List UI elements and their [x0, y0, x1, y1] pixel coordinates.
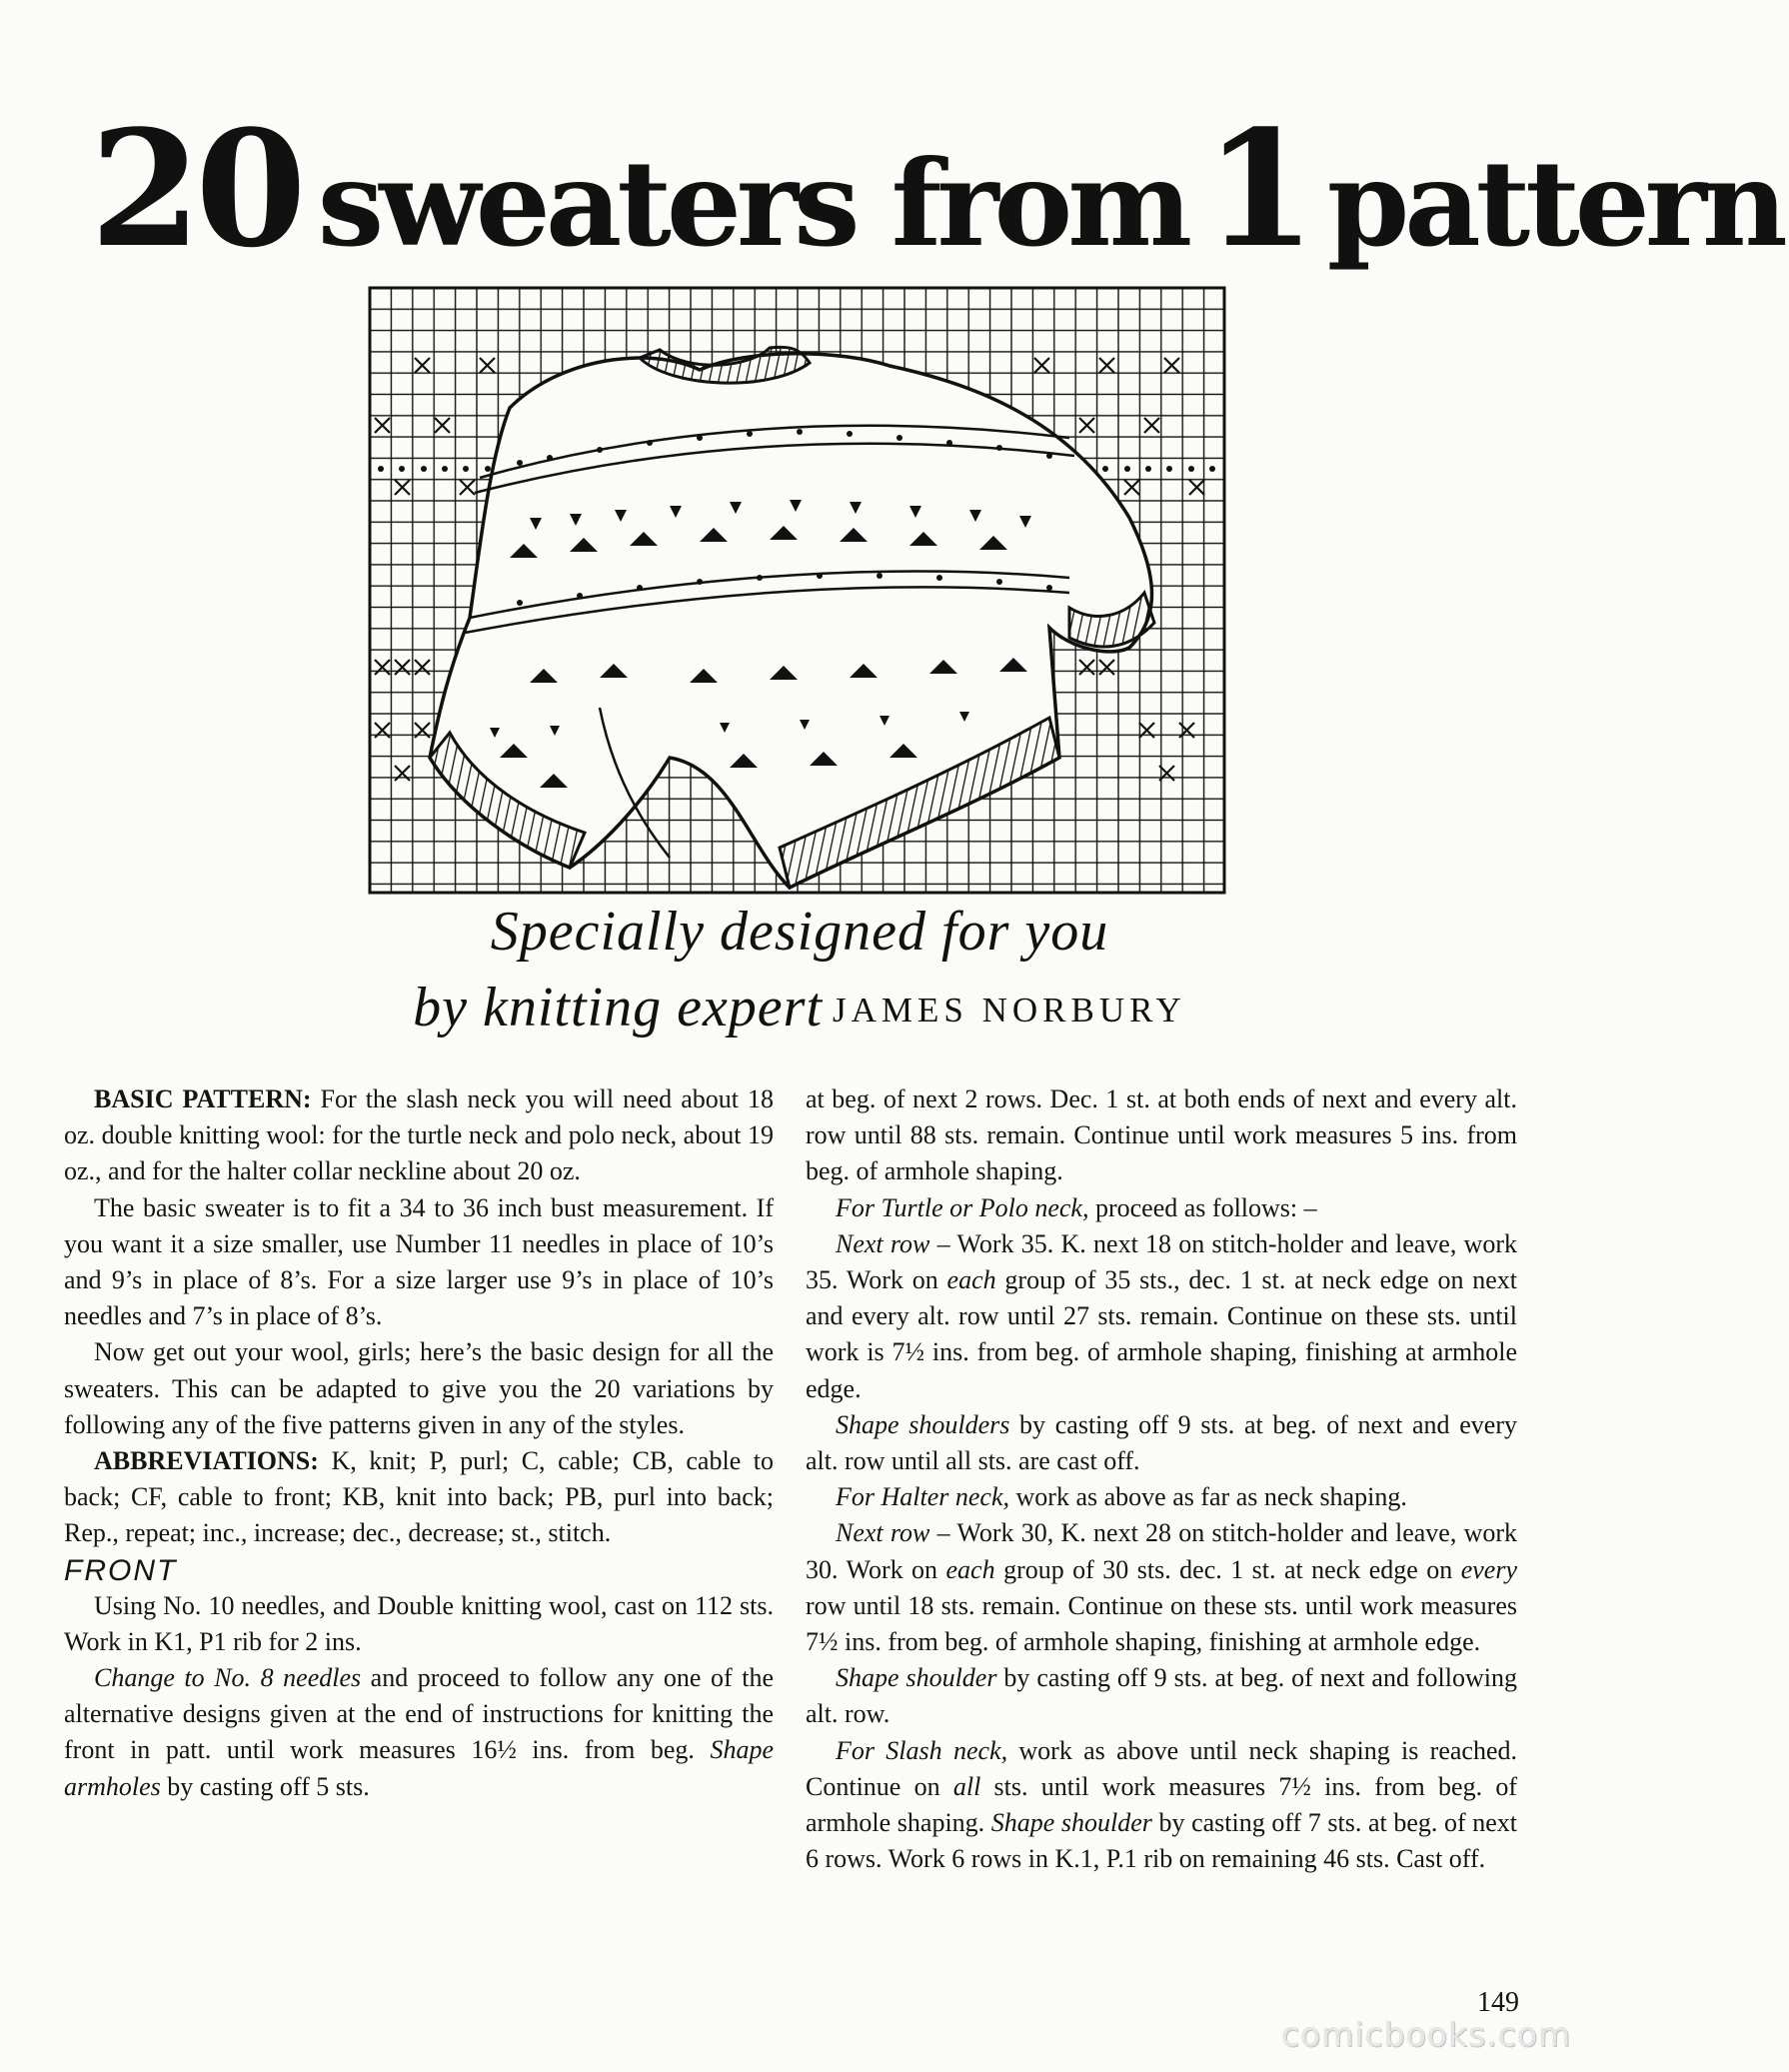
- paragraph-intro: Now get out your wool, girls; here’s the basic design for all the sweaters. This can be adapted to give you the 20 variations by following any of the five patterns given in any of the styles.: [64, 1337, 774, 1439]
- label-basic-pattern: BASIC PATTERN:: [94, 1084, 312, 1113]
- paragraph-next-row-35: Next row – Work 35. K. next 18 on stitch-holder and leave, work 35. Work on each group of 35 sts., dec. 1 st. at neck edge on next and every alt. row until 27 sts. remain. Continue on these sts. until work is 7½ ins. from beg. of armhole shaping, finishing at armhole edge.: [806, 1228, 1517, 1403]
- paragraph-halter-neck: For Halter neck, work as above as far as neck shaping.: [836, 1482, 1407, 1512]
- sweater-illustration: [370, 288, 1224, 893]
- paragraph-shape-shoulders: Shape shoulders by casting off 9 sts. at beg. of next and every alt. row until all sts. are cast off.: [806, 1409, 1517, 1476]
- title-middle: sweaters from: [317, 134, 1188, 273]
- paragraph-cast-on: Using No. 10 needles, and Double knitting wool, cast on 112 sts. Work in K1, P1 rib for 2 ins.: [64, 1590, 774, 1656]
- paragraph-change-needles: Change to No. 8 needles and proceed to follow any one of the alternative designs given at the end of instructions for knitting the front in patt. until work measures 16½ ins. from beg. Shape armholes by casting off 5 sts.: [64, 1663, 774, 1801]
- subtitle-line-1: Specially designed for you: [490, 901, 1109, 963]
- title-number: 20: [90, 95, 301, 283]
- paragraph-shape-shoulder: Shape shoulder by casting off 9 sts. at beg. of next and following alt. row.: [806, 1663, 1517, 1729]
- paragraph-next-row-30: Next row – Work 30, K. next 28 on stitch-holder and leave, work 30. Work on each group of 30 sts. dec. 1 st. at neck edge on every row until 18 sts. remain. Continue on these sts. until work measures 7½ ins. from beg. of armhole shaping, finishing at armhole edge.: [806, 1518, 1517, 1657]
- title-one: 1: [1204, 95, 1310, 283]
- paragraph-turtle-polo: For Turtle or Polo neck, proceed as follows: –: [836, 1192, 1317, 1222]
- paragraph-slash-neck: For Slash neck, work as above until neck shaping is reached. Continue on all sts. until work measures 7½ ins. from beg. of armhole shaping. Shape shoulder by casting off 7 sts. at beg. of next 6 rows. Work 6 rows in K.1, P.1 rib on remaining 46 sts. Cast off.: [806, 1735, 1517, 1874]
- left-column: [64, 1081, 774, 1805]
- author-name: JAMES NORBURY: [833, 991, 1186, 1030]
- section-heading-front: FRONT: [64, 1553, 178, 1587]
- page-title: [90, 95, 1783, 285]
- subtitle-line-2: [0, 976, 1599, 1039]
- title-last: pattern: [1326, 134, 1783, 273]
- paragraph-basic-pattern: BASIC PATTERN: For the slash neck you will need about 18 oz. double knitting wool: for the turtle neck and polo neck, about 19 oz., and for the halter collar neckline about 20 oz.: [64, 1084, 774, 1186]
- subtitle-byline: by knitting expert: [413, 977, 824, 1038]
- paragraph-armholes-cont: at beg. of next 2 rows. Dec. 1 st. at both ends of next and every alt. row until 88 sts. remain. Continue until work measures 5 ins. from beg. of armhole shaping.: [806, 1084, 1517, 1186]
- paragraph-sizing: The basic sweater is to fit a 34 to 36 inch bust measurement. If you want it a size smaller, use Number 11 needles in place of 10’s and 9’s in place of 8’s. For a size larger use 9’s in place of 10’s needles and 7’s in place of 8’s.: [64, 1192, 774, 1331]
- label-abbreviations: ABBREVIATIONS:: [94, 1446, 319, 1476]
- paragraph-abbreviations: ABBREVIATIONS: K, knit; P, purl; C, cable; CB, cable to back; CF, cable to front; KB, knit into back; PB, purl into back; Rep., repeat; inc., increase; dec., decrease; st., stitch.: [64, 1446, 774, 1548]
- right-column: [806, 1081, 1517, 1877]
- watermark: comicbooks.com: [1281, 2015, 1572, 2054]
- page-number: 149: [1477, 1987, 1519, 2018]
